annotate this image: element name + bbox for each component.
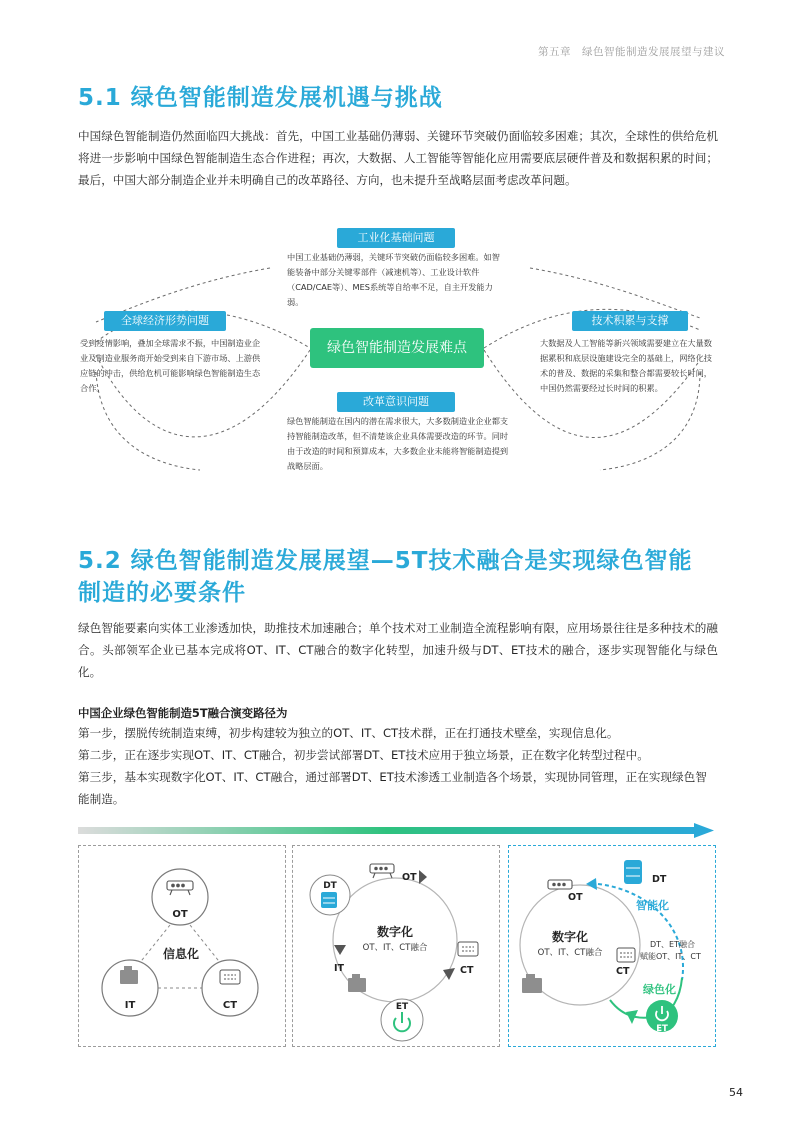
challenge-left-text: 受到疫情影响，叠加全球需求不振，中国制造业企业及制造业服务商开始受到来自下游市场、上游供应链的冲击，供给危机可能影响绿色智能制造生态合作。 [80,338,261,393]
challenge-top-text: 中国工业基础仍薄弱，关键环节突破仍面临较多困难。如智能装备中部分关键零部件（减速机等）、工业设计软件（CAD/CAE等）、MES系统等自给率不足，自主开发能力弱。 [287,252,500,307]
stage3-note-1: DT、ET融合 [650,940,695,949]
router-icon [370,864,394,878]
folder-icon [348,974,366,992]
stage1-center-label: 信息化 [162,947,200,961]
keyboard-icon [220,970,240,984]
section2-intro-text: 绿色智能要素向实体工业渗透加快，助推技术加速融合；单个技术对工业制造全流程影响有限，应用场景往往是多种技术的融合。头部领军企业已基本完成将OT、IT、CT融合的数字化转型，加速升级与DT、ET技术的融合，逐步实现智能化与绿色化。 [78,621,718,679]
stage3-et-label: ET [656,1024,668,1034]
stage2-center-label: 数字化 [376,925,414,939]
page-number: 54 [729,1086,743,1099]
stage3-smart-arrowhead [586,878,597,890]
chapter-header: 第五章 绿色智能制造发展展望与建议 [538,46,725,58]
stage2-it-label: IT [334,963,345,974]
challenge-bottom-label: 改革意识问题 [337,392,455,412]
step-3: 第三步，基本实现数字化OT、IT、CT融合，通过部署DT、ET技术渗透工业制造各个场景，实现协同管理，正在实现绿色智能制造。 [78,770,707,806]
stage1-ot-label: OT [172,909,188,920]
stage2-arrow-3 [334,945,346,955]
challenge-left-label: 全球经济形势问题 [104,311,226,331]
section1-title: 5.1 绿色智能制造发展机遇与挑战 [78,85,443,111]
stage3-dt-label: DT [652,874,667,885]
section2-title-line2: 制造的必要条件 [78,580,246,606]
evolution-subtitle: 中国企业绿色智能制造5T融合演变路径为 [78,706,288,720]
section2-title-line1: 5.2 绿色智能制造发展展望—5T技术融合是实现绿色智能 [78,548,693,574]
stage3-ct-label: CT [616,966,630,977]
stage2-arrow-1 [419,870,427,884]
step-1: 第一步，摆脱传统制造束缚，初步构建较为独立的OT、IT、CT技术群，正在打通技术壁垒，实现信息化。 [78,726,619,740]
folder-icon [522,974,542,993]
step-2: 第二步，正在逐步实现OT、IT、CT融合，初步尝试部署DT、ET技术应用于独立场景，正在数字化转型过程中。 [78,748,649,762]
keyboard-icon [617,948,635,962]
challenge-bottom-text: 绿色智能制造在国内的潜在需求很大，大多数制造业企业都支持智能制造改革，但不清楚该企业具体需要改造的环节。同时由于改造的时间和预算成本，大多数企业未能将智能制造提到战略层面。 [287,416,509,471]
challenge-top-label: 工业化基础问题 [337,228,455,248]
router-icon [548,880,572,889]
stage3-ot-label: OT [568,892,583,903]
database-icon [321,892,337,908]
stage3-note-2: 赋能OT、IT、CT [640,952,701,961]
stage2-et-label: ET [395,1002,409,1012]
stage2-ot-label: OT [402,872,417,883]
stage1-ct-label: CT [222,1000,238,1011]
database-icon [624,860,642,884]
stage2-arrow-2 [443,968,455,980]
stage3-green-label: 绿色化 [643,983,676,996]
challenge-center-box: 绿色智能制造发展难点 [310,328,484,368]
stage2-dt-label: DT [323,881,337,891]
stage3-sub-label: OT、IT、CT融合 [537,948,603,958]
section1-intro-text: 中国绿色智能制造仍然面临四大挑战：首先，中国工业基础仍薄弱、关键环节突破仍面临较多困难；其次，全球性的供给危机将进一步影响中国绿色智能制造生态合作进程；再次，大数据、人工智能等智能化应用需要底层硬件普及和数据积累的时间；最后，中国大部分制造企业并未明确自己的改革路径、方向，也未提升至战略层面考虑改革问题。 [78,129,718,187]
stage3-center-label: 数字化 [551,930,589,944]
keyboard-icon [458,942,478,956]
stage1-it-label: IT [124,1000,136,1011]
stage2-ct-label: CT [460,965,474,976]
challenge-right-text: 大数据及人工智能等新兴领域需要建立在大量数据累积和底层设施建设完全的基础上，网络化技术的普及、数据的采集和整合都需要较长时间，中国仍然需要经过长时间的积累。 [540,338,712,393]
stage2-sub-label: OT、IT、CT融合 [362,943,428,953]
stage3-smart-label: 智能化 [636,899,669,912]
challenge-right-label: 技术积累与支撑 [572,311,688,331]
